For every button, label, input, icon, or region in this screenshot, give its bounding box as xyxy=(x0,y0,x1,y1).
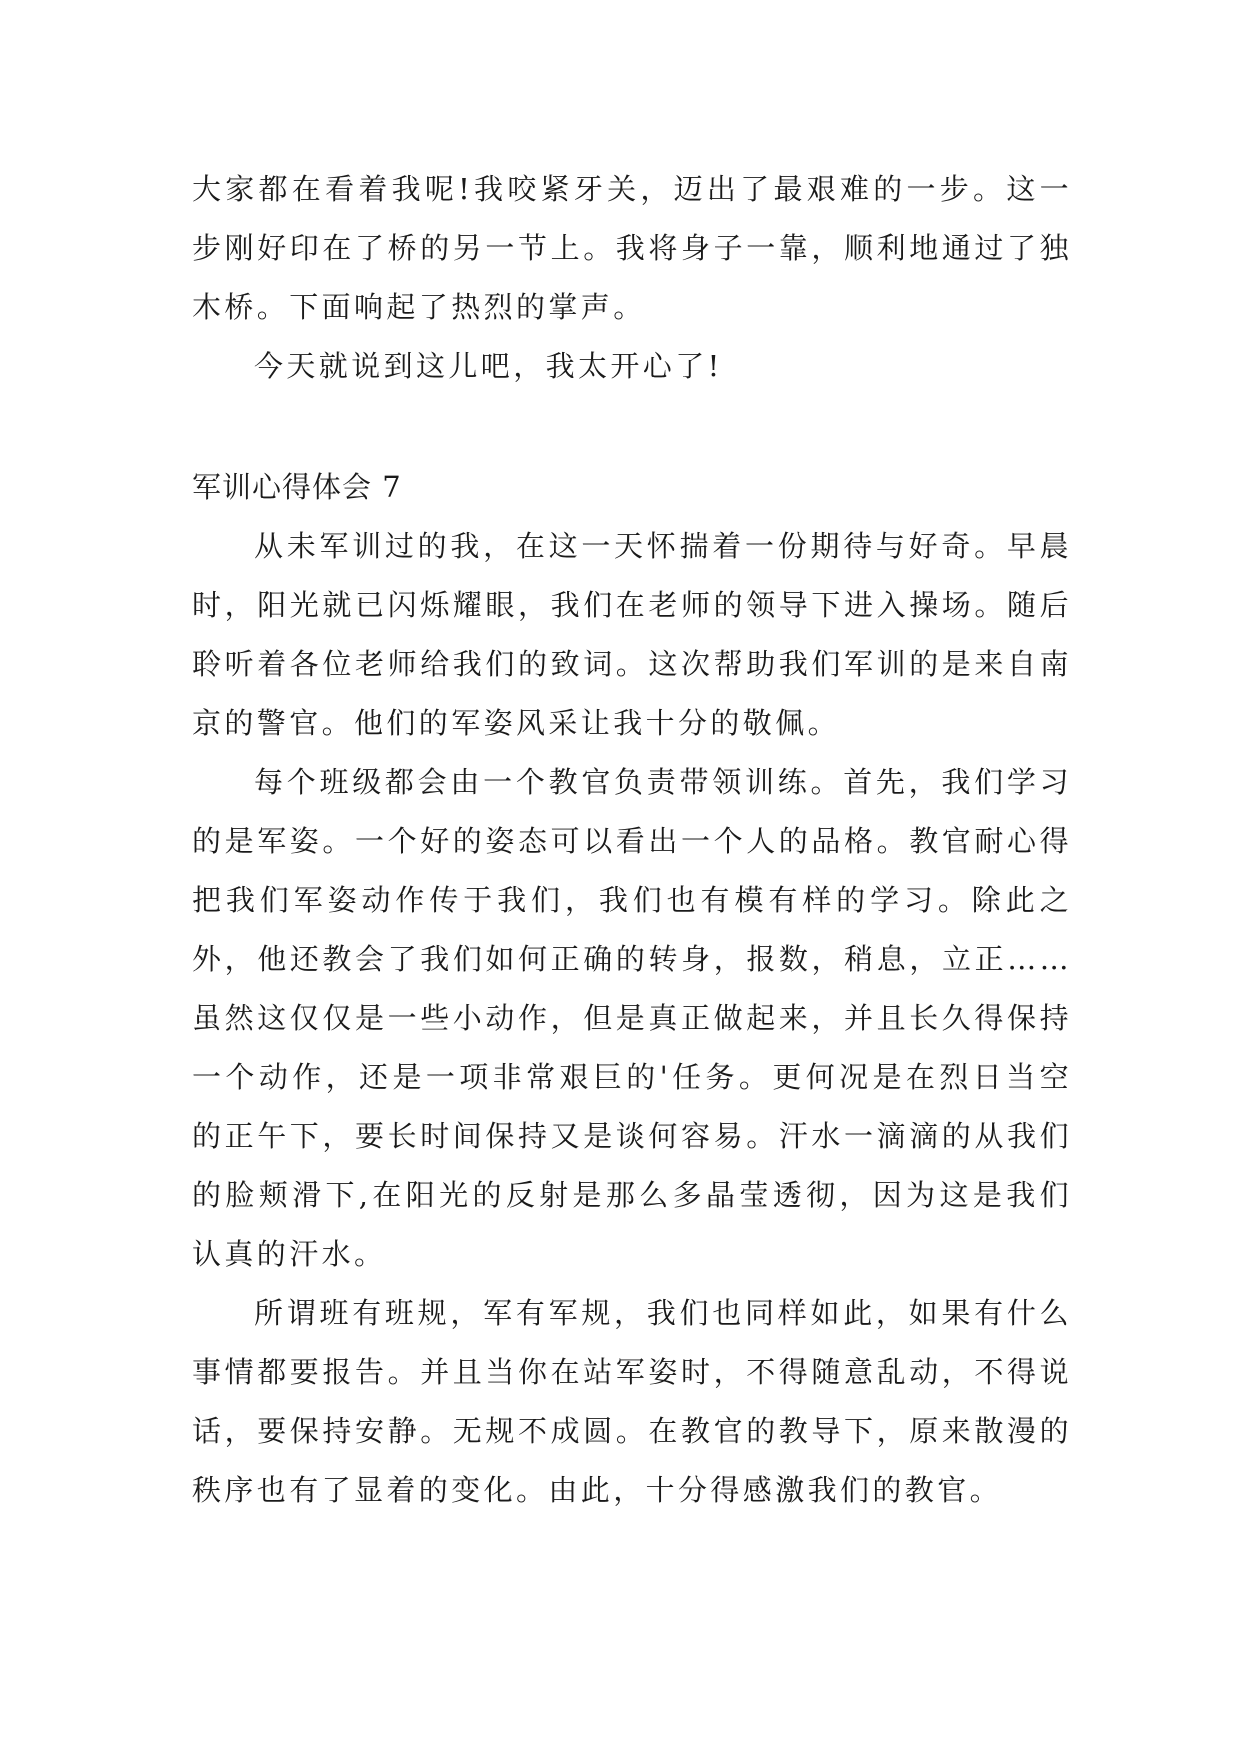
document-body xyxy=(192,160,1072,1520)
paragraph-intro: 从未军训过的我，在这一天怀揣着一份期待与好奇。早晨时，阳光就已闪烁耀眼，我们在老师的领导下进入操场。随后聆听着各位老师给我们的致词。这次帮助我们军训的是来自南京的警官。他们的军姿风采让我十分的敬佩。 xyxy=(192,529,1072,740)
paragraph-training: 每个班级都会由一个教官负责带领训练。首先，我们学习的是军姿。一个好的姿态可以看出一个人的品格。教官耐心得把我们军姿动作传于我们，我们也有模有样的学习。除此之外，他还教会了我们如何正确的转身，报数，稍息，立正……虽然这仅仅是一些小动作，但是真正做起来，并且长久得保持一个动作，还是一项非常艰巨的'任务。更何况是在烈日当空的正午下，要长时间保持又是谈何容易。汗水一滴滴的从我们的脸颊滑下,在阳光的反射是那么多晶莹透彻，因为这是我们认真的汗水。 xyxy=(192,765,1072,1271)
section-title: 军训心得体会 7 xyxy=(192,470,402,504)
paragraph-rules: 所谓班有班规，军有军规，我们也同样如此，如果有什么事情都要报告。并且当你在站军姿时，不得随意乱动，不得说话，要保持安静。无规不成圆。在教官的教导下，原来散漫的秩序也有了显着的变化。由此，十分得感激我们的教官。 xyxy=(192,1296,1072,1507)
paragraph-closing: 今天就说到这儿吧，我太开心了! xyxy=(254,349,723,383)
paragraph-continued: 大家都在看着我呢!我咬紧牙关，迈出了最艰难的一步。这一步刚好印在了桥的另一节上。我将身子一靠，顺利地通过了独木桥。下面响起了热烈的掌声。 xyxy=(192,172,1072,324)
